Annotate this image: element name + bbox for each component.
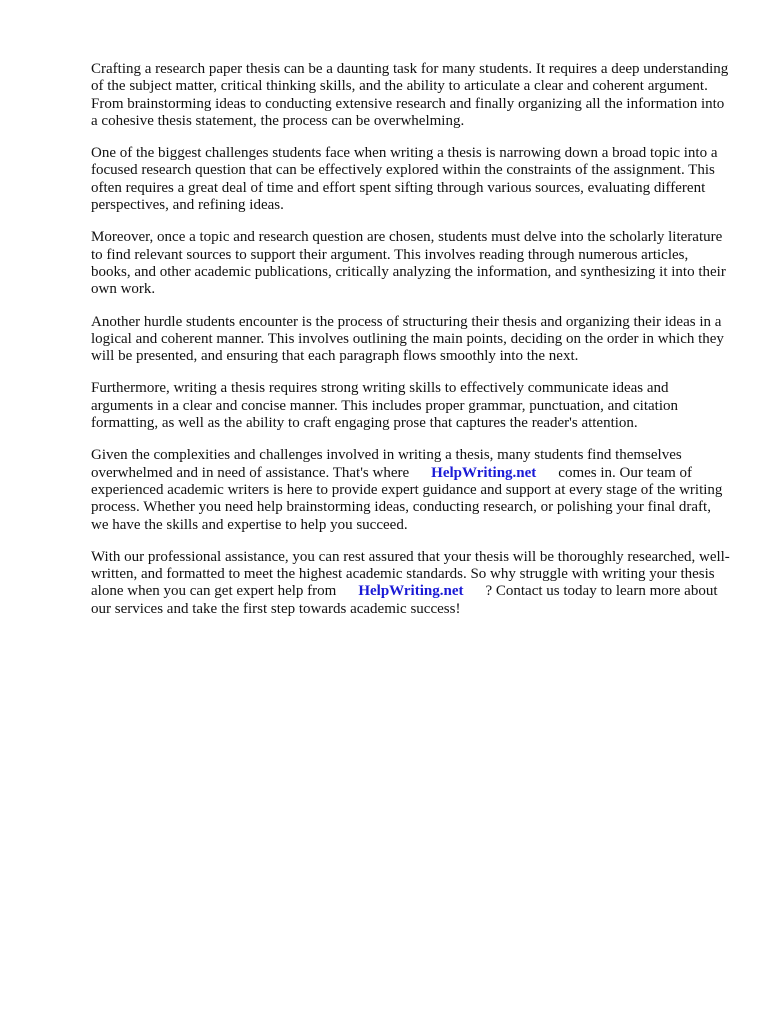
paragraph-conclusion-text-before: With our professional assistance, you can rest assured that your thesis will be thoroughly researched, well-written, and formatted to meet the highest academic standards. So why struggle with writing your thesis alone when you can get expert help from (91, 548, 730, 600)
paragraph-writing-skills: Furthermore, writing a thesis requires strong writing skills to effectively communicate ideas and arguments in a clear and concise manner. This includes proper grammar, punctuation, and citation formatting, as well as the ability to craft engaging prose that captures the reader's attention. (91, 380, 678, 432)
paragraph-assistance-text-after: comes in. Our team of experienced academic writers is here to provide expert guidance and support at every stage of the writing process. Whether you need help brainstorming ideas, conducting research, or polishing your final draft, we have the skills and expertise to help you succeed. (91, 464, 723, 533)
paragraph-topic-narrowing: One of the biggest challenges students face when writing a thesis is narrowing down a broad topic into a focused research question that can be effectively explored within the constraints of the assignment. This often requires a great deal of time and effort spent sifting through various sources, evaluating different perspectives, and refining ideas. (91, 145, 718, 214)
paragraph-conclusion (91, 549, 731, 618)
paragraph-intro: Crafting a research paper thesis can be a daunting task for many students. It requires a deep understanding of the subject matter, critical thinking skills, and the ability to articulate a clear and coherent argument. From brainstorming ideas to conducting extensive research and finally organizing all the information into a cohesive thesis statement, the process can be overwhelming. (91, 61, 729, 129)
helpwriting-link[interactable]: HelpWriting.net (431, 464, 537, 481)
document-body (91, 61, 731, 633)
paragraph-assistance-text-before: Given the complexities and challenges involved in writing a thesis, many students find themselves overwhelmed and in need of assistance. That's where (91, 447, 682, 481)
paragraph-literature-review: Moreover, once a topic and research question are chosen, students must delve into the scholarly literature to find relevant sources to support their argument. This involves reading through numerous articles, books, and other academic publications, critically analyzing the information, and synthesizing it into their own work. (91, 229, 726, 298)
paragraph-conclusion-text-after: ? Contact us today to learn more about our services and take the first step towards academic success! (91, 583, 718, 617)
helpwriting-link[interactable]: HelpWriting.net (358, 583, 464, 600)
paragraph-assistance (91, 447, 731, 533)
paragraph-structuring: Another hurdle students encounter is the process of structuring their thesis and organizing their ideas in a logical and coherent manner. This involves outlining the main points, deciding on the order in which they will be presented, and ensuring that each paragraph flows smoothly into the next. (91, 313, 724, 365)
